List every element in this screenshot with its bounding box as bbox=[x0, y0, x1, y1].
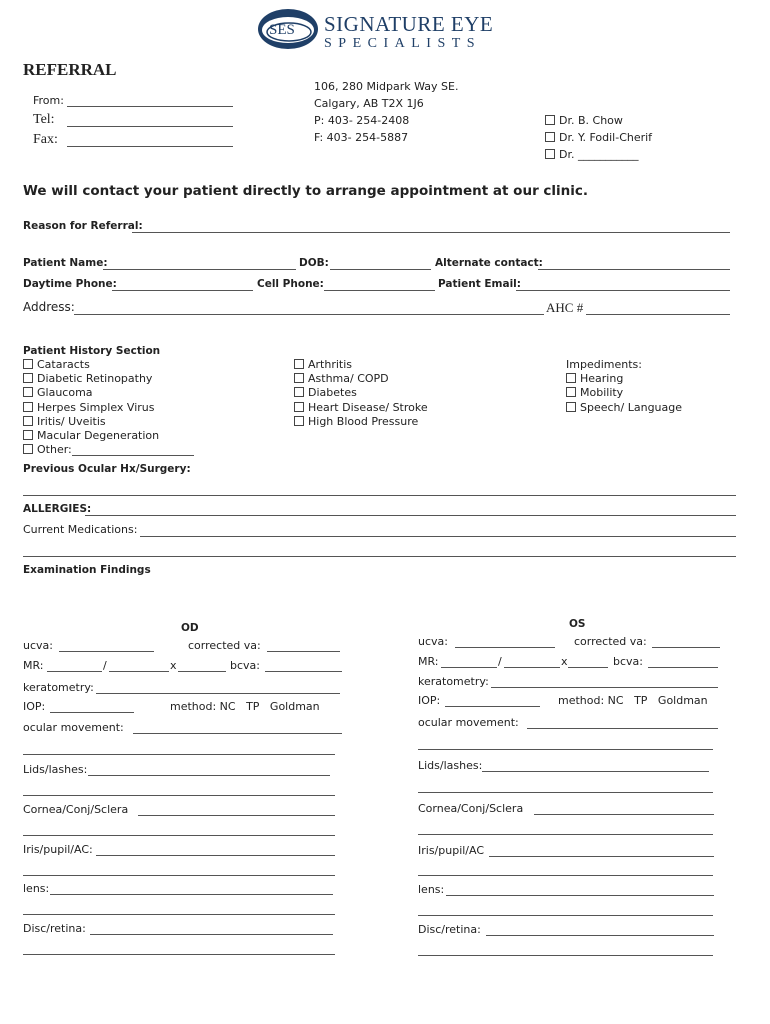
ucva-label: ucva: bbox=[418, 635, 448, 648]
os-disc-field[interactable] bbox=[486, 935, 714, 936]
impediment-label: Mobility bbox=[580, 386, 624, 399]
lids-label: Lids/lashes: bbox=[23, 763, 88, 776]
os-ocular-field-2[interactable] bbox=[418, 749, 713, 750]
exam-heading: Examination Findings bbox=[23, 564, 151, 576]
os-ucva-field[interactable] bbox=[455, 647, 555, 648]
impediment-label: Hearing bbox=[580, 372, 624, 385]
impediment-label: Speech/ Language bbox=[580, 401, 683, 414]
logo-mark: SES bbox=[269, 22, 295, 38]
dob-label: DOB: bbox=[299, 257, 329, 269]
history-label: Diabetes bbox=[308, 386, 357, 399]
disc-label: Disc/retina: bbox=[23, 922, 86, 935]
od-heading: OD bbox=[181, 622, 199, 634]
os-iris-field-2[interactable] bbox=[418, 875, 713, 876]
iop-label: IOP: bbox=[23, 700, 46, 713]
medications-label: Current Medications: bbox=[23, 523, 138, 536]
method-label: method: NC TP Goldman bbox=[558, 694, 708, 707]
bcva-label: bcva: bbox=[230, 659, 260, 672]
os-disc-field-2[interactable] bbox=[418, 955, 713, 956]
email-label: Patient Email: bbox=[438, 278, 521, 290]
ucva-label: ucva: bbox=[23, 639, 53, 652]
doctor-label: Dr. Y. Fodil-Cherif bbox=[559, 131, 653, 144]
ocular-label: ocular movement: bbox=[418, 716, 519, 729]
cell-phone-label: Cell Phone: bbox=[257, 278, 324, 290]
mr-label: MR: bbox=[418, 655, 439, 668]
bcva-label: bcva: bbox=[613, 655, 643, 668]
mr-label: MR: bbox=[23, 659, 44, 672]
lens-label: lens: bbox=[23, 882, 50, 895]
logo-line1: SIGNATURE EYE bbox=[324, 12, 494, 36]
previous-hx-label: Previous Ocular Hx/Surgery: bbox=[23, 463, 191, 475]
address-label: Address: bbox=[23, 300, 75, 314]
iris-label: Iris/pupil/AC bbox=[418, 844, 485, 857]
os-corrected-field[interactable] bbox=[652, 647, 720, 648]
mr-slash: / bbox=[103, 659, 107, 672]
method-label: method: NC TP Goldman bbox=[170, 700, 320, 713]
history-label: Other: bbox=[37, 443, 72, 456]
os-lens-field[interactable] bbox=[446, 895, 714, 896]
doctor-label: Dr. ___________ bbox=[559, 148, 639, 161]
iop-label: IOP: bbox=[418, 694, 441, 707]
keratometry-label: keratometry: bbox=[23, 681, 94, 694]
history-label: High Blood Pressure bbox=[308, 415, 419, 428]
patient-name-label: Patient Name: bbox=[23, 257, 108, 269]
cornea-label: Cornea/Conj/Sclera bbox=[418, 802, 524, 815]
os-lids-field[interactable] bbox=[482, 771, 709, 772]
ahc-label: AHC # bbox=[546, 300, 584, 315]
allergies-label: ALLERGIES: bbox=[23, 503, 92, 515]
history-label: Herpes Simplex Virus bbox=[37, 401, 155, 414]
os-keratometry-field[interactable] bbox=[491, 687, 718, 688]
os-cornea-field-2[interactable] bbox=[418, 834, 713, 835]
mr-x: x bbox=[561, 655, 568, 668]
mr-slash: / bbox=[498, 655, 502, 668]
ocular-label: ocular movement: bbox=[23, 721, 124, 734]
corrected-label: corrected va: bbox=[574, 635, 647, 648]
doctor-label: Dr. B. Chow bbox=[559, 114, 623, 127]
os-cornea-field[interactable] bbox=[534, 814, 714, 815]
os-lids-field-2[interactable] bbox=[418, 792, 713, 793]
history-label: Asthma/ COPD bbox=[308, 372, 389, 385]
disc-label: Disc/retina: bbox=[418, 923, 481, 936]
history-label: Cataracts bbox=[37, 358, 90, 371]
lens-label: lens: bbox=[418, 883, 445, 896]
mr-x: x bbox=[170, 659, 177, 672]
daytime-phone-label: Daytime Phone: bbox=[23, 278, 117, 290]
os-mr-field-2[interactable] bbox=[504, 667, 560, 668]
page-title: REFERRAL bbox=[23, 60, 117, 79]
os-iris-field[interactable] bbox=[489, 856, 714, 857]
notice: We will contact your patient directly to arrange appointment at our clinic. bbox=[23, 183, 589, 199]
history-label: Macular Degeneration bbox=[37, 429, 160, 442]
corrected-label: corrected va: bbox=[188, 639, 261, 652]
history-label: Iritis/ Uveitis bbox=[37, 415, 106, 428]
os-ocular-field[interactable] bbox=[527, 728, 718, 729]
address-line2: Calgary, AB T2X 1J6 bbox=[314, 97, 424, 110]
lids-label: Lids/lashes: bbox=[418, 759, 483, 772]
clinic-fax: F: 403- 254-5887 bbox=[314, 131, 409, 144]
impediments-heading: Impediments: bbox=[566, 358, 642, 371]
history-label: Heart Disease/ Stroke bbox=[308, 401, 428, 414]
cornea-label: Cornea/Conj/Sclera bbox=[23, 803, 129, 816]
os-bcva-field[interactable] bbox=[648, 667, 718, 668]
iris-label: Iris/pupil/AC: bbox=[23, 843, 93, 856]
history-label: Diabetic Retinopathy bbox=[37, 372, 153, 385]
history-label: Glaucoma bbox=[37, 386, 93, 399]
history-label: Arthritis bbox=[308, 358, 353, 371]
clinic-phone: P: 403- 254-2408 bbox=[314, 114, 410, 127]
history-heading: Patient History Section bbox=[23, 345, 161, 357]
os-iop-field[interactable] bbox=[445, 706, 540, 707]
os-heading: OS bbox=[569, 618, 586, 630]
address-line1: 106, 280 Midpark Way SE. bbox=[314, 80, 459, 93]
os-mr-field-1[interactable] bbox=[441, 667, 497, 668]
from-label: From: bbox=[33, 94, 64, 107]
alternate-label: Alternate contact: bbox=[435, 257, 543, 269]
tel-label: Tel: bbox=[33, 112, 55, 127]
os-lens-field-2[interactable] bbox=[418, 915, 713, 916]
keratometry-label: keratometry: bbox=[418, 675, 489, 688]
fax-label: Fax: bbox=[33, 132, 58, 147]
os-mr-field-3[interactable] bbox=[568, 667, 608, 668]
logo-line2: SPECIALISTS bbox=[324, 36, 482, 51]
reason-label: Reason for Referral: bbox=[23, 220, 143, 232]
